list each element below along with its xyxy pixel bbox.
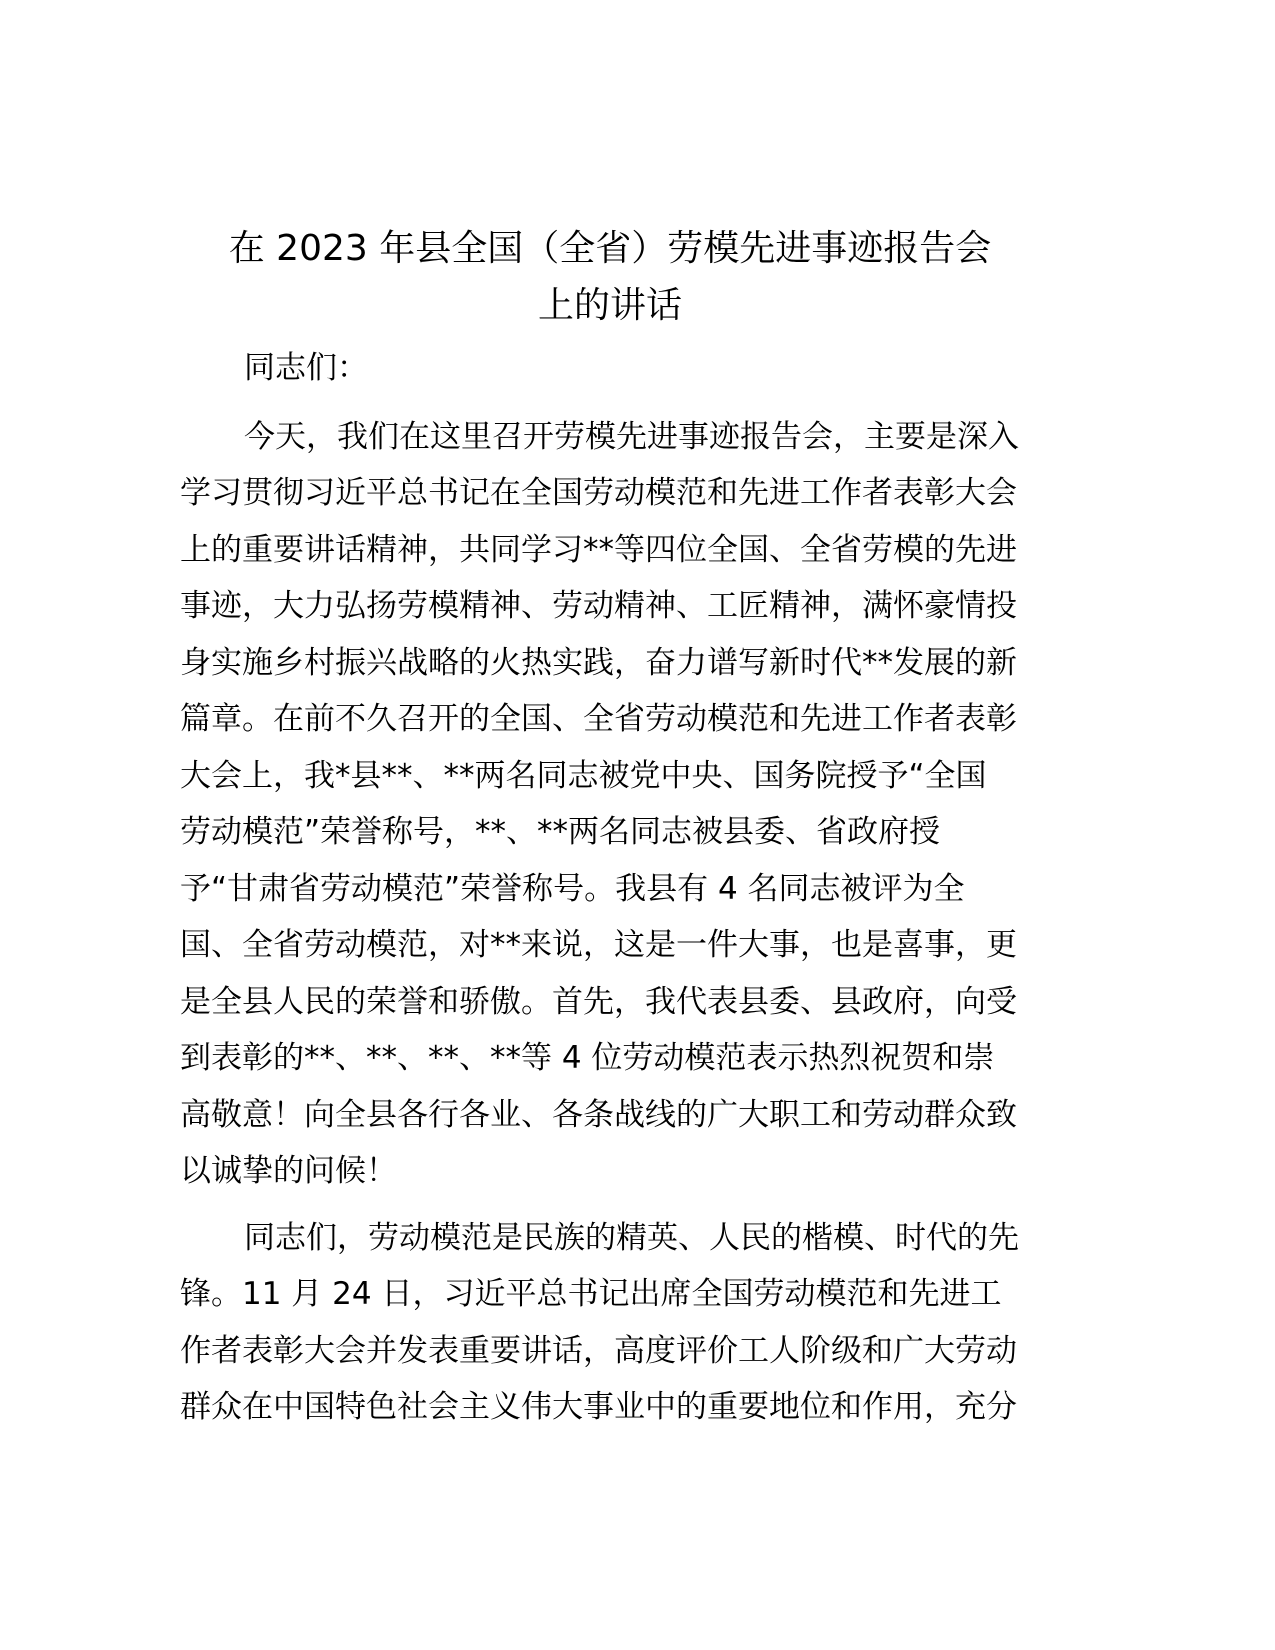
paragraph-line: 篇章。在前不久召开的全国、全省劳动模范和先进工作者表彰 bbox=[180, 701, 1017, 737]
document-body bbox=[180, 340, 1040, 1436]
paragraph-line: 身实施乡村振兴战略的火热实践，奋力谱写新时代**发展的新 bbox=[180, 644, 1017, 681]
paragraph-line: 群众在中国特色社会主义伟大事业中的重要地位和作用，充分 bbox=[180, 1389, 1017, 1425]
paragraph-line: 是全县人民的荣誉和骄傲。首先，我代表县委、县政府，向受 bbox=[180, 983, 1017, 1020]
paragraph-line: 学习贯彻习近平总书记在全国劳动模范和先进工作者表彰大会 bbox=[180, 475, 1017, 511]
paragraph-line: 高敬意！向全县各行各业、各条战线的广大职工和劳动群众致 bbox=[180, 1096, 1017, 1133]
paragraph-line: 大会上，我*县**、**两名同志被党中央、国务院授予“全国 bbox=[180, 757, 987, 794]
paragraph-line: 劳动模范”荣誉称号，**、**两名同志被县委、省政府授 bbox=[180, 814, 941, 850]
paragraph-line: 到表彰的**、**、**、**等 4 位劳动模范表示热烈祝贺和崇 bbox=[180, 1040, 995, 1076]
paragraph-line: 予“甘肃省劳动模范”荣誉称号。我县有 4 名同志被评为全 bbox=[180, 870, 965, 907]
paragraph-line: 事迹，大力弘扬劳模精神、劳动精神、工匠精神，满怀豪情投 bbox=[180, 588, 1017, 624]
paragraph-line: 国、全省劳动模范，对**来说，这是一件大事，也是喜事，更 bbox=[180, 927, 1017, 963]
title-line-2: 上的讲话 bbox=[537, 284, 682, 326]
paragraph-line: 上的重要讲话精神，共同学习**等四位全国、全省劳模的先进 bbox=[180, 531, 1017, 568]
title-line-1: 在 2023 年县全国（全省）劳模先进事迹报告会 bbox=[228, 228, 992, 269]
paragraph-2 bbox=[180, 1210, 1040, 1436]
document-title bbox=[180, 222, 1040, 335]
paragraph-line: 同志们，劳动模范是民族的精英、人民的楷模、时代的先 bbox=[244, 1219, 1019, 1256]
paragraph-line: 以诚挚的问候！ bbox=[180, 1153, 397, 1189]
salutation bbox=[180, 340, 1040, 397]
paragraph-line: 今天，我们在这里召开劳模先进事迹报告会，主要是深入 bbox=[244, 418, 1019, 455]
salutation-text: 同志们： bbox=[244, 350, 368, 386]
paragraph-1 bbox=[180, 409, 1040, 1200]
paragraph-line: 作者表彰大会并发表重要讲话，高度评价工人阶级和广大劳动 bbox=[180, 1332, 1017, 1369]
paragraph-line: 锋。11 月 24 日，习近平总书记出席全国劳动模范和先进工 bbox=[180, 1276, 1002, 1312]
